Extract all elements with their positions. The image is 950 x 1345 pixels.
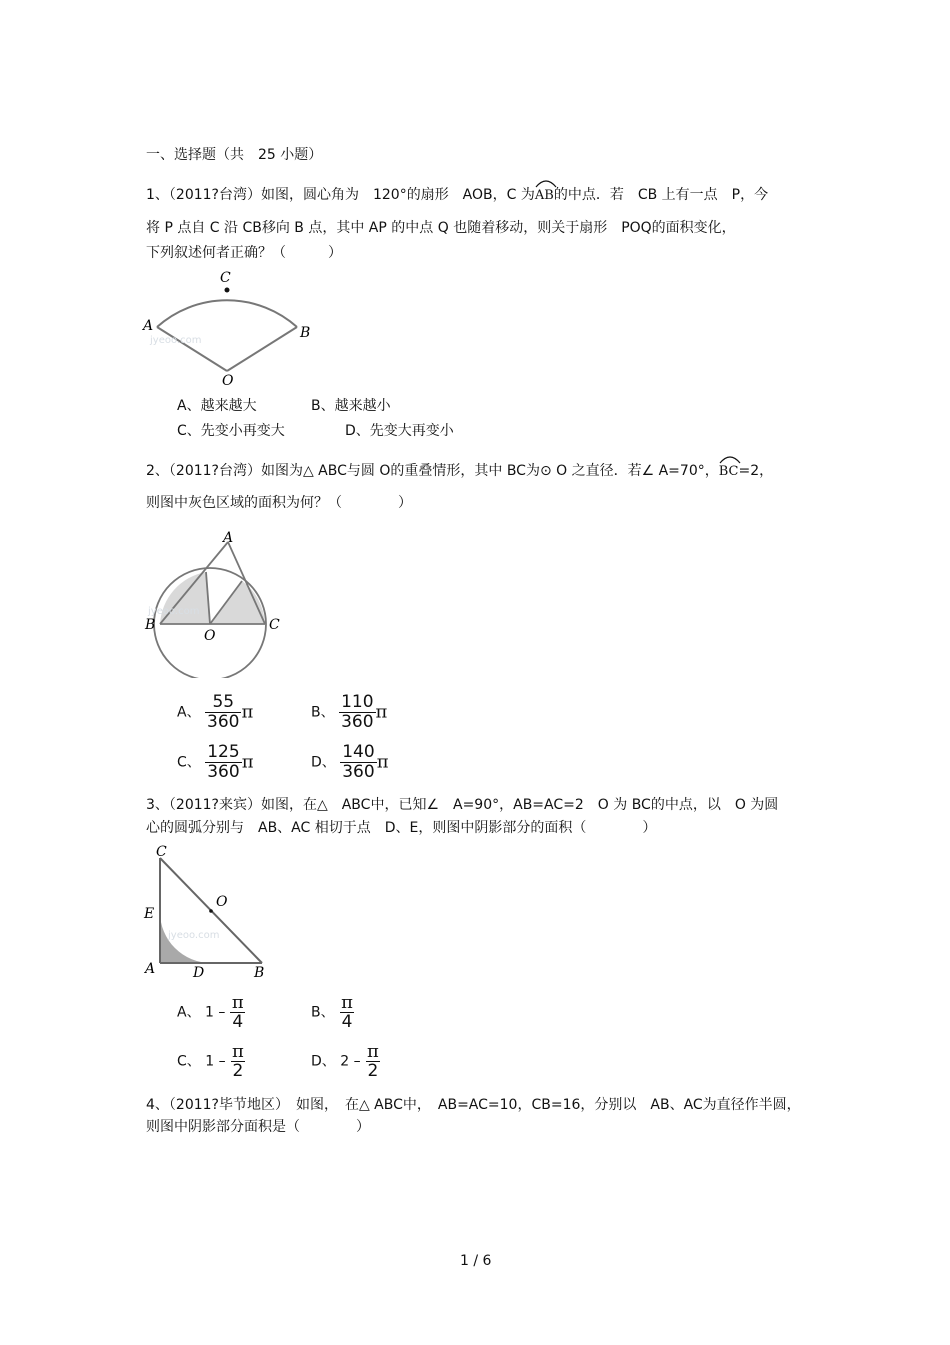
q2-figure (140, 528, 290, 678)
q3-option-c: C、 1 – $\frac{\pi}{2}$ (177, 1041, 244, 1081)
q3-option-b-fraction: $\frac{\pi}{4}$ (341, 992, 353, 1032)
q3-label-c: C (156, 844, 167, 860)
q2-option-d-fraction: $\frac{140}{360}$ (342, 742, 375, 782)
q2-text-1b: =2， (738, 463, 774, 479)
q2-option-c-fraction: $\frac{125}{360}$ (207, 742, 240, 782)
q3-label-o: O (216, 894, 228, 910)
q1-text-1a: 1、（2011?台湾）如图，圆心角为 120°的扇形 AOB，C 为 (146, 187, 535, 203)
q2-label-o: O (204, 628, 216, 644)
q1-arc-ab: AB (535, 187, 554, 205)
q3-label-a: A (145, 961, 156, 977)
q2-option-b-fraction: $\frac{110}{360}$ (341, 692, 374, 732)
q2-watermark: jyeoo.com (148, 606, 200, 617)
q2-label-b: B (145, 617, 156, 633)
q3-line-2: 心的圆弧分别与 AB、AC 相切于点 D、E，则图中阴影部分的面积（ ） (146, 820, 657, 836)
q3-line-1: 3、（2011?来宾）如图，在△ ABC中，已知∠ A=90°，AB=AC=2 O 为 BC的中点，以 O 为圆 (146, 797, 779, 813)
q1-arc (157, 300, 297, 327)
q1-point-c (225, 288, 230, 293)
q2-line-1 (146, 462, 773, 481)
arc-mark-icon (535, 178, 557, 188)
q3-label-e: E (144, 906, 155, 922)
q3-figure (140, 843, 275, 983)
q2-arc-bc: BC (719, 463, 739, 481)
q2-text-1a: 2、（2011?台湾）如图为△ ABC与圆 O的重叠情形，其中 BC为⊙ O 之直径．若∠ A=70°， (146, 463, 719, 479)
q1-label-c: C (220, 270, 231, 286)
section-title: 一、选择题（共 25 小题） (146, 147, 323, 163)
q2-option-b: B、 $\frac{110}{360}$ π (311, 692, 388, 732)
q3-option-d: D、 2 – $\frac{\pi}{2}$ (311, 1041, 379, 1081)
q3-watermark: jyeoo.com (168, 930, 220, 941)
page-number: 1 / 6 (460, 1253, 492, 1269)
q1-radius-ob (227, 327, 297, 371)
q2-option-a: A、 $\frac{55}{360}$ π (177, 692, 254, 732)
q2-option-a-fraction: $\frac{55}{360}$ (207, 692, 240, 732)
q2-option-d: D、 $\frac{140}{360}$ π (311, 742, 389, 782)
q1-line-2: 将 P 点自 C 沿 CB移向 B 点，其中 AP 的中点 Q 也随着移动，则关于扇形 POQ的面积变化， (146, 220, 736, 236)
q4-line-2: 则图中阴影部分面积是（ ） (146, 1119, 370, 1135)
q4-line-1: 4、（2011?毕节地区） 如图， 在△ ABC中， AB=AC=10，CB=16，分别以 AB、AC为直径作半圆， (146, 1097, 801, 1113)
q2-label-a: A (223, 530, 234, 546)
q3-option-a-fraction: $\frac{\pi}{4}$ (231, 992, 244, 1032)
q1-line-3: 下列叙述何者正确？（ ） (146, 245, 342, 261)
q1-label-b: B (300, 325, 311, 341)
q1-option-d: D、先变大再变小 (345, 423, 454, 439)
q3-label-b: B (254, 965, 265, 981)
q1-label-o: O (222, 373, 234, 389)
q1-figure (140, 265, 320, 390)
arc-mark-icon (719, 454, 741, 464)
q1-watermark: jyeoo.com (150, 335, 202, 346)
q3-option-a: A、 1 – $\frac{\pi}{4}$ (177, 992, 244, 1032)
q1-text-1b: 的中点．若 CB 上有一点 P，今 (553, 187, 769, 203)
q2-option-c: C、 $\frac{125}{360}$ π (177, 742, 254, 782)
q1-option-b: B、越来越小 (311, 398, 391, 414)
q3-option-b: B、 $\frac{\pi}{4}$ (311, 992, 353, 1032)
q1-line-1 (146, 186, 768, 205)
q3-option-d-fraction: $\frac{\pi}{2}$ (367, 1041, 379, 1081)
q1-radius-oa (157, 327, 227, 371)
q3-option-c-fraction: $\frac{\pi}{2}$ (232, 1041, 244, 1081)
q1-label-a: A (143, 318, 154, 334)
q3-label-d: D (193, 965, 205, 981)
q2-line-2: 则图中灰色区域的面积为何？（ ） (146, 495, 412, 511)
q3-point-o (209, 909, 213, 913)
q1-option-c: C、先变小再变大 (177, 423, 285, 439)
q1-option-a: A、越来越大 (177, 398, 257, 414)
q2-label-c: C (269, 617, 280, 633)
